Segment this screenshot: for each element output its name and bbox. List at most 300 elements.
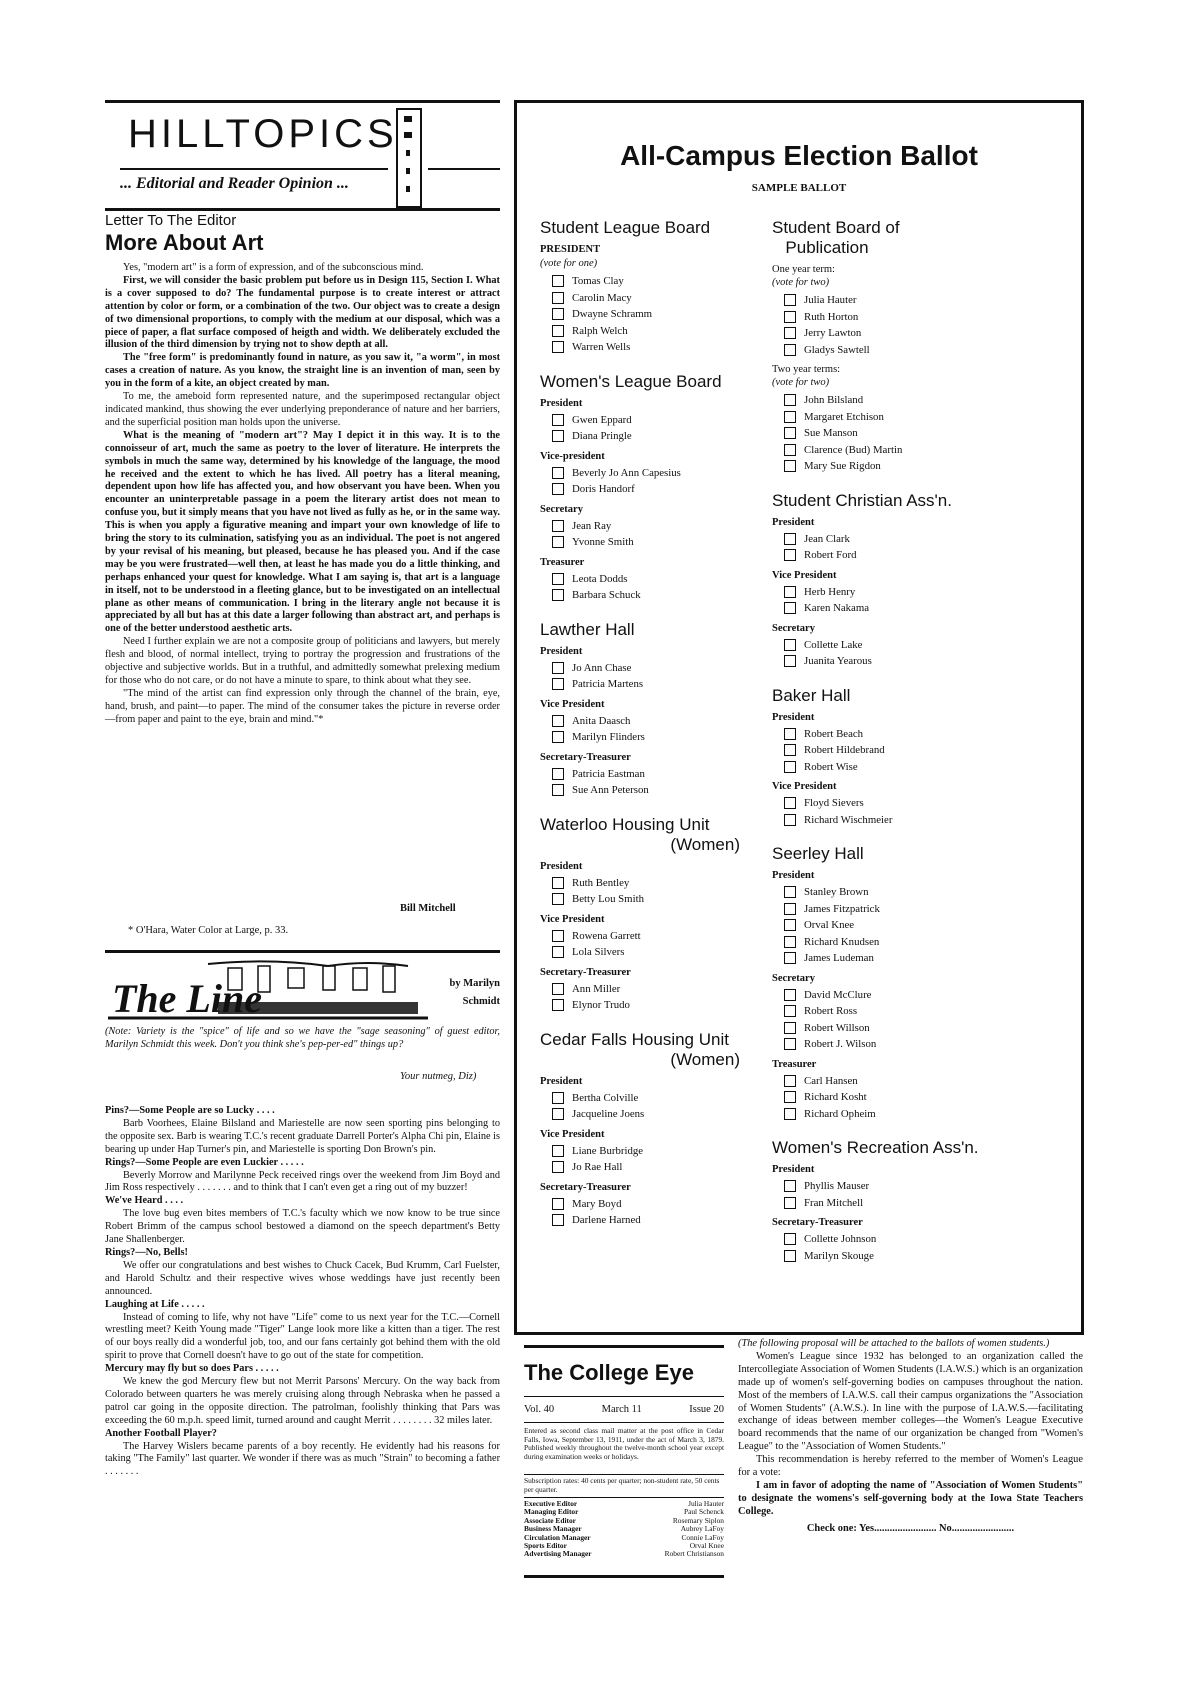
mailing-notice: Entered as second class mail matter at the post office in Cedar Falls, Iowa, September 13, 1911, under the act of March 3, 1879. Published weekly throughout the twelve-month school year except during examination weeks or holidays. (524, 1426, 724, 1461)
candidate-name: Juanita Yearous (804, 655, 872, 667)
proposal-paragraph: This recommendation is hereby referred to the member of Women's League for a vote: (738, 1454, 1083, 1479)
candidate-row[interactable] (540, 428, 790, 445)
candidate-name: Darlene Harned (572, 1214, 641, 1226)
candidate-row[interactable] (772, 884, 1022, 901)
candidate-row[interactable] (772, 653, 1022, 670)
line-item-text: The love bug even bites members of T.C.'s faculty which we now know to be true since Robert Brimm of the campus school bestowed a diamond on the speech department's Betty Jane Shallenberger. (105, 1208, 500, 1246)
term-label: One year term: (772, 264, 835, 275)
ballot-section-title: Student Board of (772, 218, 900, 237)
line-item-heading: Rings?—Some People are even Luckier . . . . . (105, 1156, 304, 1168)
ballot-checkbox[interactable] (784, 936, 796, 948)
letter-paragraph: To me, the ameboid form represented nature, and the superimposed rectangular object indicated mankind, thus showing the ever underlying preponderance of nature and her barriers, and the superficial position man holds upon the universe. (105, 391, 500, 428)
candidate-name: Jean Clark (804, 532, 850, 545)
candidate-row[interactable] (772, 742, 1022, 759)
ballot-section-title: Cedar Falls Housing Unit (540, 1029, 729, 1049)
candidate-name: Julia Hauter (804, 294, 857, 306)
ballot-section-title: Baker Hall (772, 685, 851, 705)
candidate-name: Sue Ann Peterson (572, 784, 649, 796)
office-label: Secretary (540, 503, 583, 515)
candidate-name: Ruth Bentley (572, 876, 630, 889)
college-eye-title: The College Eye (524, 1360, 694, 1385)
ballot-checkbox[interactable] (784, 344, 796, 356)
candidate-name: Diana Pringle (572, 430, 632, 442)
ballot-checkbox[interactable] (784, 919, 796, 931)
line-item-text: Instead of coming to life, why not have "Life" come to us next year for the T.C.—Cornell wrestling meet? Keith Young made "Tiger" Lange look more like a kitten than a tiger. The rest of our boys really did a wonderful job, too, and our fans certainly got behind them with the old spirit to prove that Cornell doesn't have to go out of the state for competition. (105, 1311, 500, 1362)
the-line-logo (108, 958, 428, 1020)
candidate-name: Karen Nakama (804, 602, 870, 614)
ballot-checkbox[interactable] (552, 589, 564, 601)
candidate-row[interactable] (540, 766, 790, 783)
letter-paragraph: First, we will consider the basic problem put before us in Design 115, Section I. What is a cover supposed to do? The fundamental purpose is to create interest or attract attention by color or form, or a combination of the two. Our object was to create a design of two dimensional proportions, to comply with the medium at our disposal, which was a piece of paper, a flat surface composed of heigth and width. We deliberately excluded the illusion of the third dimension by trying not to show depth at all. (105, 274, 500, 351)
candidate-name: Rowena Garrett (572, 929, 641, 942)
staff-name: Paul Schenck (683, 1507, 724, 1517)
ballot-section-title: Lawther Hall (540, 619, 635, 639)
candidate-name: Bertha Colville (572, 1091, 639, 1104)
candidate-row[interactable] (540, 875, 790, 892)
ballot-checkbox[interactable] (552, 1198, 564, 1210)
candidate-row[interactable] (772, 1036, 1022, 1053)
letter-title: More About Art (105, 230, 264, 255)
candidate-name: James Ludeman (804, 952, 874, 964)
staff-role: Associate Editor (524, 1515, 576, 1525)
ballot-checkbox[interactable] (552, 467, 564, 479)
candidate-name: Mary Boyd (572, 1197, 622, 1210)
section-spacer (540, 356, 790, 372)
ballot-right-column (772, 218, 1022, 1264)
candidate-row[interactable] (772, 425, 1022, 442)
candidate-row[interactable] (540, 891, 790, 908)
staff-role: Executive Editor (524, 1499, 578, 1508)
candidate-row[interactable] (772, 409, 1022, 426)
ballot-checkbox[interactable] (784, 427, 796, 439)
section-spacer (772, 475, 1022, 491)
office-label: Vice President (772, 569, 837, 581)
hanging-shirt-icon (383, 966, 395, 992)
ballot-checkbox[interactable] (552, 430, 564, 442)
candidate-row[interactable] (540, 713, 790, 730)
candidate-row[interactable] (540, 1106, 790, 1123)
ballot-section-title-2: (Women) (670, 1049, 740, 1069)
line-item-text: We offer our congratulations and best wishes to Chuck Cacek, Bud Krumm, Carl Fuelster, and Harold Schultz and their respective wives whose weddings have just recently been announced. (105, 1259, 500, 1297)
masthead-bottom-rule (524, 1575, 724, 1578)
line-item-text: We knew the god Mercury flew but not Merrit Parsons' Mercury. On the way back from Colorado between quarters he was merely cruising along through Nebraska when he passed a patrol car going in the opposite direction. The patrolman, foolishly thinking that Pars was exceeding the 60 m.p.h. speed limit, turned around and caught Merrit . . . . . . . . 32 miles later. (105, 1376, 500, 1426)
candidate-name: Collette Johnson (804, 1233, 877, 1245)
ballot-checkbox[interactable] (784, 1180, 796, 1192)
office-label: President (540, 1075, 583, 1087)
hilltopics-subtitle: ... Editorial and Reader Opinion ... (120, 175, 349, 192)
office-label: Vice President (540, 1128, 605, 1140)
candidate-row[interactable] (540, 273, 790, 290)
candidate-name: Patricia Martens (572, 678, 644, 690)
candidate-row[interactable] (772, 458, 1022, 475)
ballot-checkbox[interactable] (552, 784, 564, 796)
staff-role: Business Manager (524, 1524, 582, 1534)
candidate-name: Ann Miller (572, 982, 621, 995)
issue-date: March 11 (601, 1404, 642, 1415)
ballot-checkbox[interactable] (784, 886, 796, 898)
office-label: Treasurer (772, 1058, 817, 1070)
letter-body (105, 262, 500, 727)
section-spacer (540, 1014, 790, 1030)
staff-role: Circulation Manager (524, 1532, 591, 1542)
candidate-row[interactable] (772, 1106, 1022, 1123)
ballot-checkbox[interactable] (784, 549, 796, 561)
candidate-name: Robert Ross (804, 1005, 858, 1017)
masthead-top-rule (524, 1345, 724, 1348)
candidate-name: Jerry Lawton (804, 327, 862, 339)
ballot-checkbox[interactable] (784, 903, 796, 915)
candidate-row[interactable] (540, 1196, 790, 1213)
line-top-rule (105, 950, 500, 953)
candidate-row[interactable] (772, 1195, 1022, 1212)
office-label: President (540, 397, 583, 409)
candidate-name: Richard Knudsen (804, 935, 880, 948)
line-item-heading: Pins?—Some People are so Lucky . . . . (105, 1105, 275, 1116)
candidate-row[interactable] (772, 531, 1022, 548)
candidate-row[interactable] (540, 1212, 790, 1229)
ballot-checkbox[interactable] (552, 308, 564, 320)
ballot-section-title-2: (Women) (670, 834, 740, 854)
candidate-name: Anita Daasch (572, 714, 631, 727)
candidate-row[interactable] (540, 306, 790, 323)
staff-name: Connie LaFoy (681, 1532, 724, 1542)
ballot-checkbox[interactable] (784, 761, 796, 773)
office-label: Secretary (772, 972, 815, 984)
ballot-checkbox[interactable] (552, 877, 564, 889)
candidate-name: Mary Sue Rigdon (804, 460, 881, 472)
staff-role: Sports Editor (524, 1541, 567, 1551)
letter-kicker: Letter To The Editor (105, 212, 237, 229)
ballot-checkbox[interactable] (552, 946, 564, 958)
office-label: Vice-president (540, 450, 605, 462)
ballot-checkbox[interactable] (784, 1075, 796, 1087)
candidate-name: Jacqueline Joens (572, 1108, 645, 1120)
ballot-checkbox[interactable] (552, 341, 564, 353)
ballot-checkbox[interactable] (784, 1005, 796, 1017)
aws-proposal (738, 1338, 1083, 1536)
candidate-row[interactable] (540, 1159, 790, 1176)
staff-name: Julia Hauter (688, 1499, 724, 1508)
line-item-text: The Harvey Wislers became parents of a boy recently. He evidently had his reasons for taking "The Family" last quarter. We wonder if there was as much "Strain" to becoming a father . . . . . . . (105, 1440, 500, 1478)
candidate-name: Jean Ray (572, 519, 612, 532)
staff-row (524, 1550, 724, 1558)
candidate-row[interactable] (772, 392, 1022, 409)
ballot-checkbox[interactable] (552, 275, 564, 287)
header-top-rule (105, 100, 500, 103)
line-byline: by Marilyn Schmidt (449, 978, 500, 1007)
candidate-row[interactable] (772, 325, 1022, 342)
ballot-checkbox[interactable] (552, 292, 564, 304)
masthead-rule (524, 1474, 724, 1475)
candidate-name: Betty Lou Smith (572, 893, 644, 905)
candidate-row[interactable] (540, 465, 790, 482)
ballot-checkbox[interactable] (552, 768, 564, 780)
candidate-row[interactable] (540, 571, 790, 588)
candidate-name: Robert Hildebrand (804, 744, 885, 756)
ballot-checkbox[interactable] (552, 1092, 564, 1104)
issue-number: Issue 20 (689, 1404, 724, 1415)
candidate-row[interactable] (772, 637, 1022, 654)
candidate-name: Leota Dodds (572, 572, 628, 585)
candidate-row[interactable] (540, 676, 790, 693)
candidate-row[interactable] (772, 726, 1022, 743)
office-label: President (772, 870, 815, 881)
line-item-text: Barb Voorhees, Elaine Bilsland and Mariestelle are now seen sporting pins belonging to the opposite sex. Barb is wearing T.C.'s recent graduate Darrell Porter's Alpha Chi pin, Elaine is bearing up under Hap Turner's pin, and Mariestelle is sporting Don Brown's pin. (105, 1117, 500, 1155)
candidate-row[interactable] (540, 534, 790, 551)
candidate-name: Ruth Horton (804, 310, 859, 323)
ballot-checkbox[interactable] (784, 814, 796, 826)
candidate-name: Doris Handorf (572, 483, 635, 495)
candidate-row[interactable] (772, 309, 1022, 326)
candidate-row[interactable] (540, 339, 790, 356)
ballot-checkbox[interactable] (784, 294, 796, 306)
masthead-rule (524, 1396, 724, 1397)
proposal-statement: I am in favor of adopting the name of "Association of Women Students" to designate the womens's self-governing body at the Iowa State Teachers College. (738, 1479, 1083, 1517)
ballot-checkbox[interactable] (784, 1233, 796, 1245)
ballot-checkbox[interactable] (784, 797, 796, 809)
hanging-shirt-icon (323, 966, 335, 990)
ballot-checkbox[interactable] (552, 483, 564, 495)
ballot-section-title: Seerley Hall (772, 844, 864, 863)
ballot-checkbox[interactable] (552, 678, 564, 690)
ballot-checkbox[interactable] (784, 1091, 796, 1103)
ballot-checkbox[interactable] (784, 444, 796, 456)
candidate-row[interactable] (540, 481, 790, 498)
candidate-name: Ralph Welch (572, 324, 628, 337)
subscription-rates: Subscription rates: 40 cents per quarter; non-student rate, 50 cents per quarter. (524, 1476, 720, 1494)
candidate-name: Beverly Jo Ann Capesius (572, 466, 681, 479)
ballot-checkbox[interactable] (552, 983, 564, 995)
office-label: PRESIDENT (540, 244, 601, 255)
office-label: Vice President (772, 781, 837, 792)
proposal-check-line[interactable]: Check one: Yes........................ No........................ (806, 1522, 1015, 1534)
office-label: President (772, 516, 815, 528)
candidate-row[interactable] (540, 1143, 790, 1160)
ballot-checkbox[interactable] (784, 327, 796, 339)
candidate-row[interactable] (772, 1248, 1022, 1265)
candidate-row[interactable] (772, 1089, 1022, 1106)
candidate-name: John Bilsland (804, 394, 864, 406)
candidate-row[interactable] (772, 1020, 1022, 1037)
line-note-sign: Your nutmeg, Diz) (400, 1071, 477, 1082)
candidate-row[interactable] (540, 587, 790, 604)
candidate-row[interactable] (772, 795, 1022, 812)
letter-paragraph: What is the meaning of "modern art"? May I depict it in this way. It is to the connoisseur of art, much the same as poetry to the lover of literature. He interprets the symbols in much the same way, determined by his knowledge of the language, the mood he received and the extent to which he has lived. All poetry has a literal meaning, dependent upon how life has affected you, and how observant you have been. When you encounter an uninterpretable passage in a poem the literary artist does not mean to confuse you, but it simply means that you have not lived as fully as he, or in the same way. This is when you apply a figurative meaning and impart your own knowledge of life to bring the story to its culmination, satisfying you as an individual. The poet is not angered by your revisal of his meaning, but pleased, because he has pleased you. And if the case may be you were frustrated—well then, at least he has made you do a little thinking, and perhaps enhanced your quest for knowledge. What I am saying is, that art is a language in itself, not to be understood in a fleeting glance, but to be investigated on an intellectual plane as other means of communication. I bring in the literary angle not because it is appreciated by all but has at this date a larger following than abstract art, and perhaps is one of the better understood aesthetic arts. (105, 429, 500, 635)
office-label: President (540, 645, 583, 657)
ballot-checkbox[interactable] (552, 731, 564, 743)
candidate-row[interactable] (772, 547, 1022, 564)
ballot-checkbox[interactable] (552, 325, 564, 337)
ballot-checkbox[interactable] (784, 952, 796, 964)
ballot-checkbox[interactable] (552, 1108, 564, 1120)
candidate-row[interactable] (772, 600, 1022, 617)
candidate-row[interactable] (772, 442, 1022, 459)
ballot-section-title: Women's Recreation Ass'n. (772, 1138, 979, 1157)
line-item-heading: Another Football Player? (105, 1427, 217, 1439)
hilltopics-title: HILLTOPICS (128, 112, 398, 156)
candidate-name: Stanley Brown (804, 886, 869, 898)
candidate-name: Carl Hansen (804, 1074, 858, 1087)
candidate-row[interactable] (540, 1090, 790, 1107)
candidate-name: David McClure (804, 988, 872, 1001)
candidate-name: Richard Opheim (804, 1107, 876, 1120)
candidate-row[interactable] (772, 917, 1022, 934)
section-spacer (540, 604, 790, 620)
candidate-row[interactable] (772, 342, 1022, 359)
candidate-name: Carolin Macy (572, 291, 632, 304)
candidate-row[interactable] (772, 1073, 1022, 1090)
candidate-row[interactable] (772, 950, 1022, 967)
candidate-name: Elynor Trudo (572, 999, 630, 1011)
letter-paragraph: "The mind of the artist can find expression only through the channel of the brain, eye, hand, brush, and paint—to paper. The mind of the consumer takes the picture in reverse order—from paper and paint to the eye, brain and mind."* (105, 687, 500, 725)
ballot-checkbox[interactable] (552, 715, 564, 727)
candidate-name: Orval Knee (804, 919, 855, 931)
ballot-checkbox[interactable] (552, 1214, 564, 1226)
candidate-row[interactable] (540, 981, 790, 998)
letter-paragraph: The "free form" is predominantly found in nature, as you saw it, "a worm", in most cases a creation of nature. As you know, the straight line is an invention of man, seen by you in the form of a kite, an object created by man. (105, 352, 500, 390)
ballot-checkbox[interactable] (552, 573, 564, 585)
office-label: Treasurer (540, 556, 585, 568)
line-item-heading: Mercury may fly but so does Pars . . . . . (105, 1363, 279, 1375)
candidate-name: Tomas Clay (572, 275, 624, 287)
ballot-section-title: Waterloo Housing Unit (540, 814, 710, 834)
ballot-title: All-Campus Election Ballot (620, 140, 978, 171)
candidate-name: Collette Lake (804, 638, 863, 651)
ballot-checkbox[interactable] (552, 930, 564, 942)
office-label: President (772, 711, 815, 723)
candidate-name: Sue Manson (804, 427, 858, 439)
candidate-name: Robert Willson (804, 1021, 870, 1034)
header-mid-rule (120, 168, 388, 170)
candidate-row[interactable] (772, 584, 1022, 601)
ballot-section-title-2: Publication (785, 238, 869, 257)
candidate-row[interactable] (772, 901, 1022, 918)
volume: Vol. 40 (524, 1404, 555, 1415)
ballot-checkbox[interactable] (552, 662, 564, 674)
ballot-checkbox[interactable] (784, 311, 796, 323)
office-label: Vice President (540, 913, 605, 925)
candidate-name: Richard Kosht (804, 1091, 867, 1103)
candidate-row[interactable] (772, 1003, 1022, 1020)
candidate-name: Phyllis Mauser (804, 1180, 870, 1192)
section-spacer (540, 799, 790, 815)
office-label: Vice President (540, 698, 605, 710)
ballot-checkbox[interactable] (784, 411, 796, 423)
ballot-checkbox[interactable] (784, 655, 796, 667)
candidate-row[interactable] (772, 759, 1022, 776)
ballot-subtitle: SAMPLE BALLOT (751, 182, 847, 194)
candidate-row[interactable] (772, 292, 1022, 309)
candidate-name: Robert Wise (804, 760, 858, 773)
candidate-name: Robert Ford (804, 549, 857, 561)
staff-role: Advertising Manager (524, 1549, 592, 1559)
ballot-checkbox[interactable] (784, 1250, 796, 1262)
staff-name: Orval Knee (689, 1541, 724, 1551)
candidate-name: Robert J. Wilson (804, 1038, 877, 1050)
candidate-name: Barbara Schuck (572, 589, 641, 601)
candidate-row[interactable] (540, 412, 790, 429)
candidate-row[interactable] (540, 729, 790, 746)
clothesline-icon (208, 961, 408, 966)
candidate-name: Marilyn Flinders (572, 731, 645, 743)
line-body (105, 1105, 500, 1479)
ballot-checkbox[interactable] (784, 586, 796, 598)
ballot-checkbox[interactable] (784, 1197, 796, 1209)
candidate-name: Richard Wischmeier (804, 813, 893, 826)
candidate-row[interactable] (772, 934, 1022, 951)
campanile-icon (396, 108, 422, 208)
ballot-checkbox[interactable] (784, 744, 796, 756)
ballot-checkbox[interactable] (784, 1022, 796, 1034)
candidate-row[interactable] (540, 944, 790, 961)
candidate-row[interactable] (540, 928, 790, 945)
candidate-row[interactable] (540, 660, 790, 677)
ballot-checkbox[interactable] (552, 1161, 564, 1173)
office-label: Secretary-Treasurer (540, 751, 631, 763)
vote-instruction: (vote for one) (540, 258, 598, 269)
line-logo-text: The Line (112, 976, 262, 1020)
ballot-checkbox[interactable] (552, 520, 564, 532)
candidate-name: Jo Ann Chase (572, 661, 632, 674)
header-mid-rule-right (428, 168, 500, 170)
candidate-name: Floyd Sievers (804, 797, 864, 809)
header-bottom-rule (105, 208, 500, 211)
candidate-name: Margaret Etchison (804, 410, 884, 423)
letter-signature: Bill Mitchell (400, 903, 456, 914)
ballot-checkbox[interactable] (552, 414, 564, 426)
ballot-section-title: Student League Board (540, 218, 711, 237)
ballot-checkbox[interactable] (784, 1108, 796, 1120)
candidate-name: Robert Beach (804, 727, 864, 740)
ballot-checkbox[interactable] (552, 999, 564, 1011)
candidate-row[interactable] (540, 782, 790, 799)
ballot-checkbox[interactable] (784, 394, 796, 406)
ballot-checkbox[interactable] (784, 639, 796, 651)
office-label: President (540, 860, 583, 872)
candidate-name: Lola Silvers (572, 946, 625, 958)
staff-role: Managing Editor (524, 1507, 579, 1517)
ballot-checkbox[interactable] (784, 460, 796, 472)
staff-name: Rosemary Siplon (672, 1515, 724, 1525)
candidate-row[interactable] (772, 812, 1022, 829)
line-item-heading: Rings?—No, Bells! (105, 1246, 188, 1258)
ballot-checkbox[interactable] (552, 1145, 564, 1157)
ballot-checkbox[interactable] (784, 533, 796, 545)
ballot-checkbox[interactable] (784, 989, 796, 1001)
ballot-checkbox[interactable] (552, 893, 564, 905)
candidate-row[interactable] (540, 997, 790, 1014)
ballot-checkbox[interactable] (784, 1038, 796, 1050)
hanging-shirt-icon (353, 968, 367, 990)
ballot-checkbox[interactable] (784, 728, 796, 740)
candidate-name: Yvonne Smith (572, 536, 634, 548)
vote-instruction: (vote for two) (772, 377, 830, 388)
ballot-checkbox[interactable] (552, 536, 564, 548)
candidate-row[interactable] (772, 1231, 1022, 1248)
candidate-row[interactable] (540, 518, 790, 535)
candidate-row[interactable] (540, 323, 790, 340)
masthead-rule (524, 1422, 724, 1423)
candidate-name: Liane Burbridge (572, 1144, 644, 1157)
candidate-name: Dwayne Schramm (572, 308, 653, 320)
candidate-row[interactable] (772, 987, 1022, 1004)
candidate-row[interactable] (540, 290, 790, 307)
candidate-name: Clarence (Bud) Martin (804, 443, 903, 456)
ballot-checkbox[interactable] (784, 602, 796, 614)
candidate-row[interactable] (772, 1178, 1022, 1195)
staff-name: Robert Christianson (664, 1549, 724, 1559)
ballot-left-column (540, 218, 790, 1229)
